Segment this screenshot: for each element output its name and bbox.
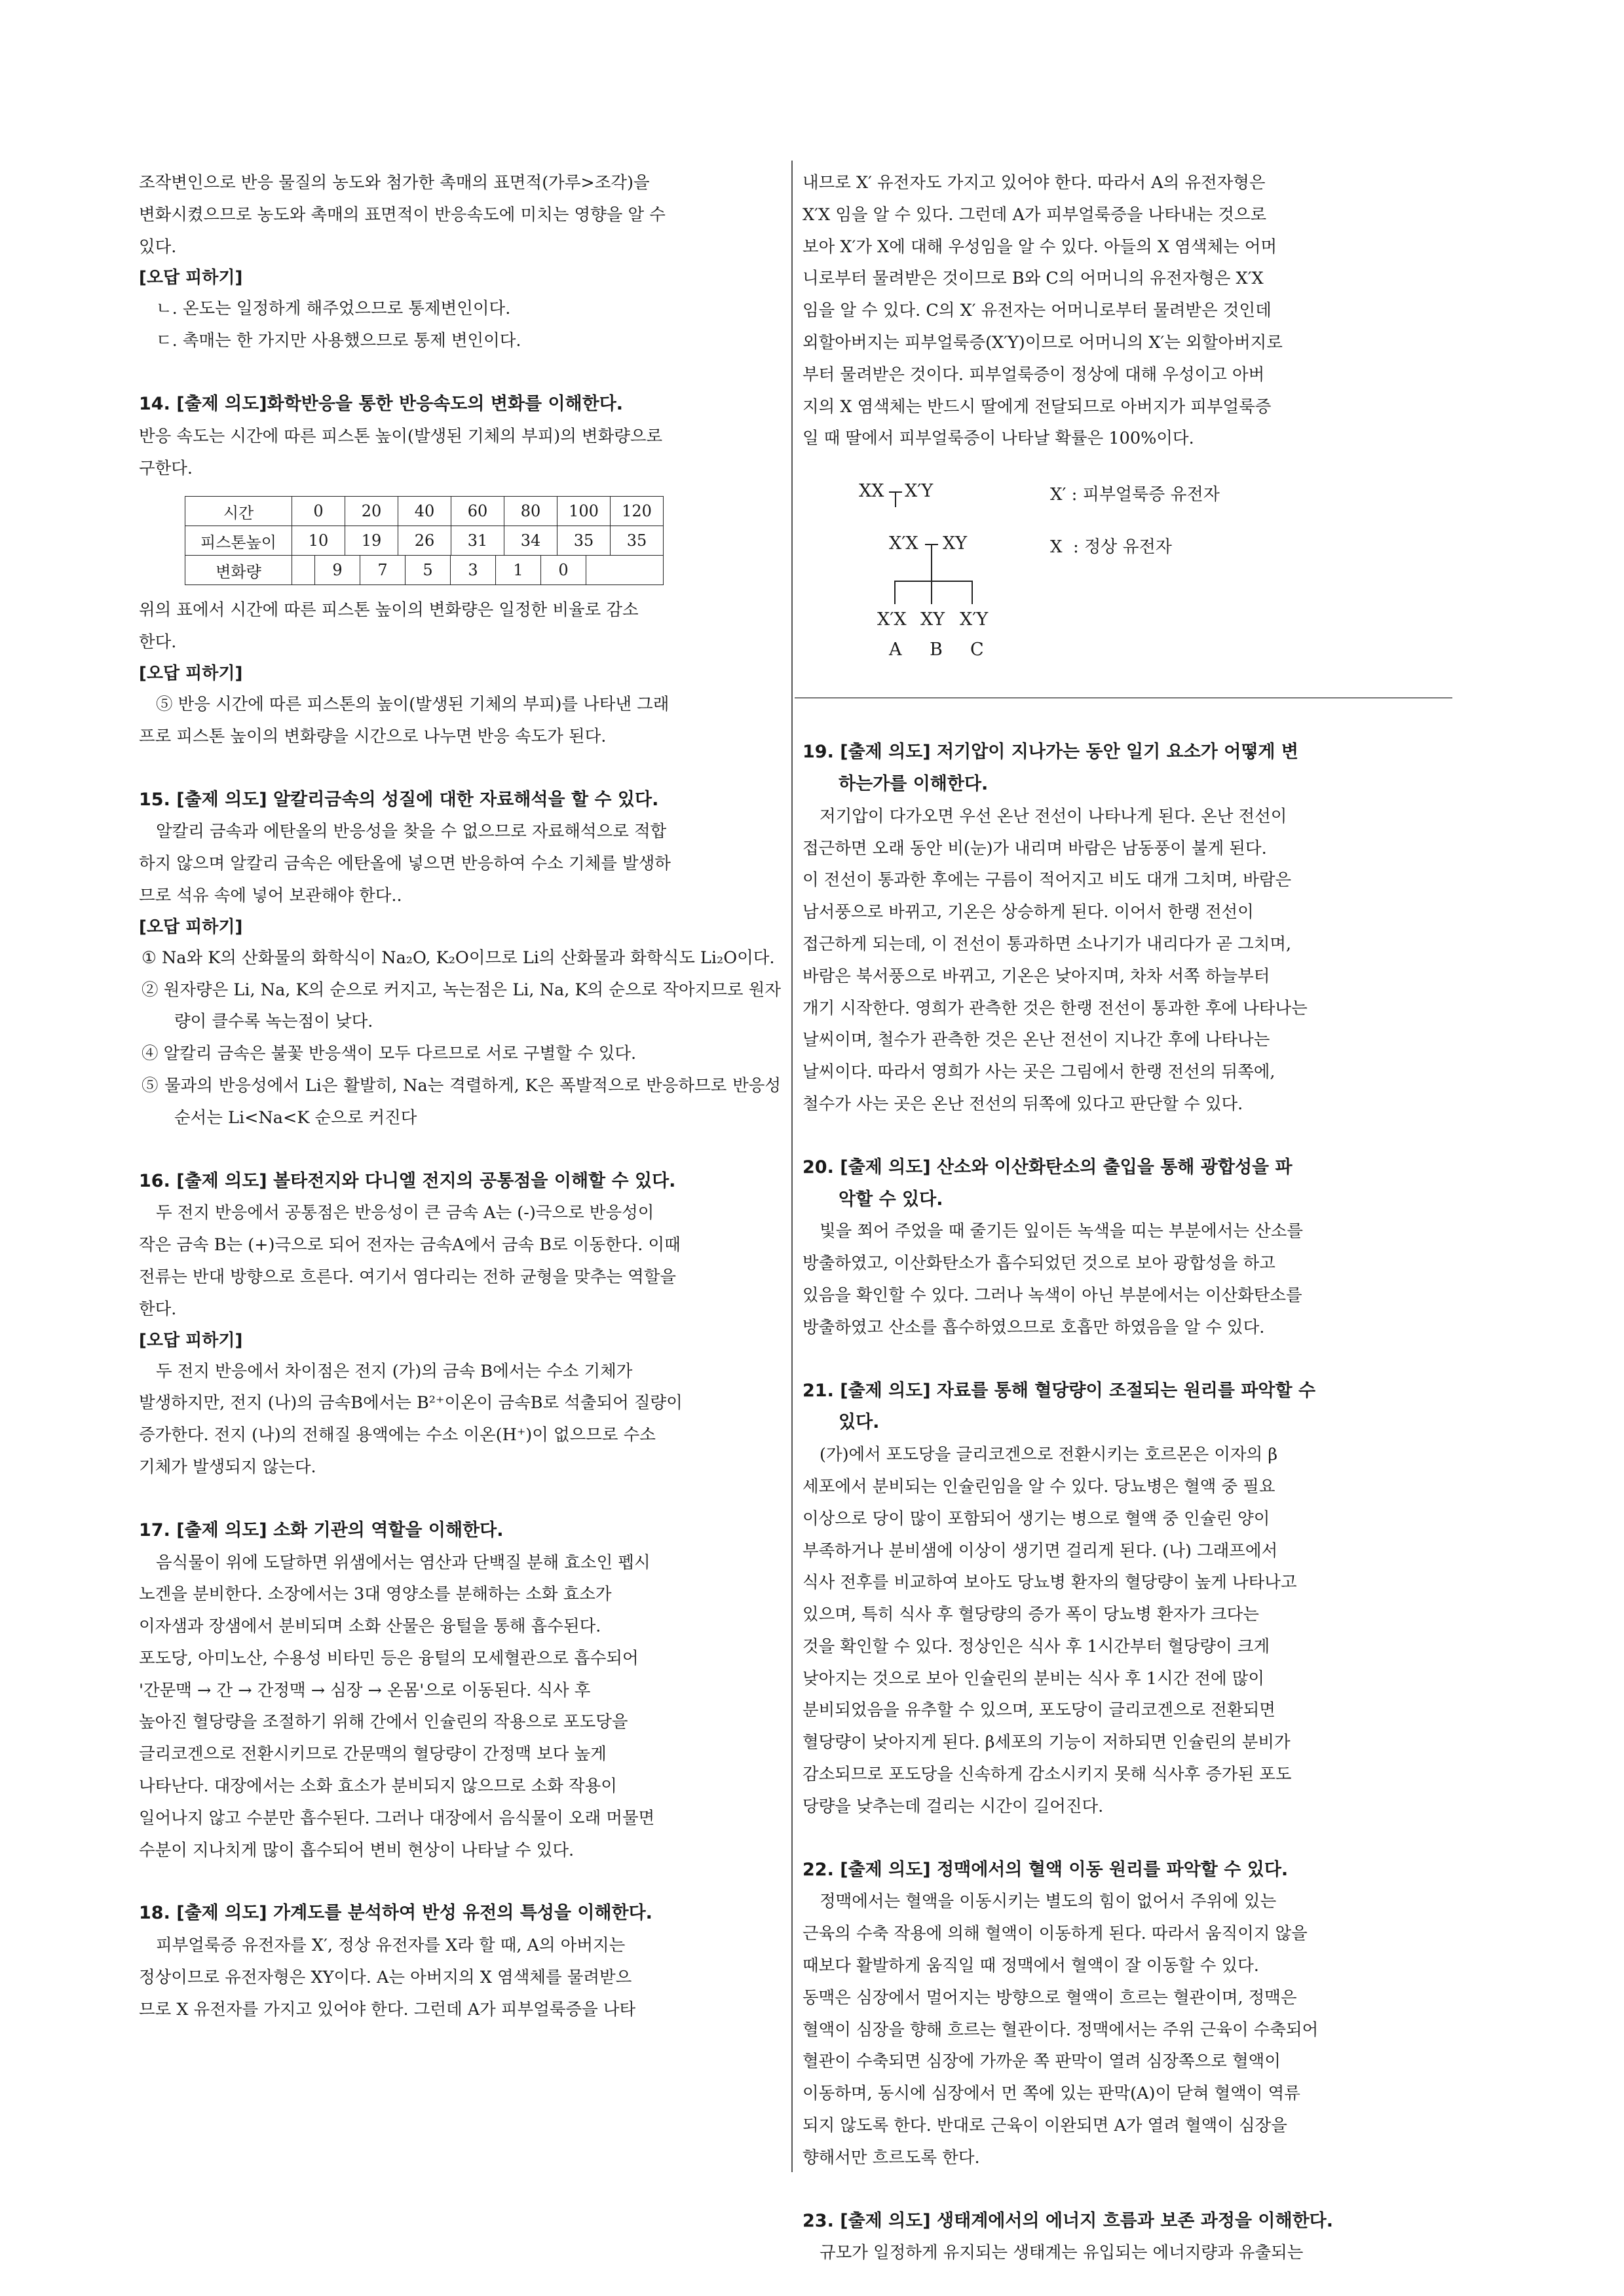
q19-heading: 19. [출제 의도] 저기압이 지나가는 동안 일기 요소가 어떻게 변 (803, 742, 1298, 763)
text-line: 피부얼룩증 유전자를 X′, 정상 유전자를 X라 할 때, A의 아버지는 (156, 1936, 626, 1956)
q23-heading: 23. [출제 의도] 생태계에서의 에너지 흐름과 보존 과정을 이해한다. (803, 2210, 1334, 2231)
pedigree-child-a: X′X (877, 609, 907, 630)
q18-heading: 18. [출제 의도] 가계도를 분석하여 반성 유전의 특성을 이해한다. (139, 1903, 652, 1924)
text-line: 임을 알 수 있다. C의 X′ 유전자는 어머니로부터 물려받은 것인데 (803, 301, 1272, 321)
pedigree-label-b: B (930, 640, 943, 660)
text-line: 이자샘과 장샘에서 분비되며 소화 산물은 융털을 통해 흡수된다. (139, 1617, 601, 1637)
text-line: 되지 않도록 한다. 반대로 근육이 이완되면 A가 열려 혈액이 심장을 (803, 2116, 1287, 2136)
text-line: 동맥은 심장에서 멀어지는 방향으로 혈액이 흐르는 혈관이며, 정맥은 (803, 1987, 1297, 2008)
table-cell: 120 (611, 497, 664, 526)
table-row (185, 556, 664, 585)
text-line: ⑤ 물과의 반응성에서 Li은 활발히, Na는 격렬하게, K은 폭발적으로 반응하므로 반응성 순서는 Li<Na<K 순으로 커진다 (142, 1075, 781, 1128)
legend-normal: X : 정상 유전자 (1050, 537, 1172, 558)
pedigree-label-a: A (889, 640, 902, 660)
text-line: 개기 시작한다. 영희가 관측한 것은 한랭 전선이 통과한 후에 나타나는 (803, 998, 1308, 1018)
text-line: 변화시켰으므로 농도와 촉매의 표면적이 반응속도에 미치는 영향을 알 수 (139, 204, 666, 225)
legend-mutant: X′ : 피부얼룩증 유전자 (1050, 485, 1220, 505)
text-line: 포도당, 아미노산, 수용성 비타민 등은 융털의 모세혈관으로 흡수되어 (139, 1648, 639, 1668)
text-line: 수분이 지나치게 많이 흡수되어 변비 현상이 나타날 수 있다. (139, 1840, 575, 1860)
right-column (803, 167, 1445, 2269)
change-cell-group (292, 556, 664, 585)
table-cell: 35 (557, 526, 611, 556)
left-column (139, 167, 781, 2026)
intro-paragraph (139, 167, 781, 263)
table-cell: 9 (315, 556, 360, 584)
column-divider (791, 161, 793, 2172)
text-line: 기체가 발생되지 않는다. (139, 1457, 316, 1477)
text-line: 니로부터 물려받은 것이므로 B와 C의 어머니의 유전자형은 X′X (803, 269, 1264, 289)
q21-heading-cont: 있다. (839, 1412, 880, 1433)
text-line: 두 전지 반응에서 공통점은 반응성이 큰 금속 A는 (-)극으로 반응성이 (156, 1203, 654, 1223)
text-line: 부터 물려받은 것이다. 피부얼룩증이 정상에 대해 우성이고 아버 (803, 364, 1265, 385)
text-line: 하지 않으며 알칼리 금속은 에탄올에 넣으면 반응하여 수소 기체를 발생하 (139, 854, 671, 874)
text-line: 방출하였고 산소를 흡수하였으므로 호흡만 하였음을 알 수 있다. (803, 1317, 1265, 1337)
text-line: 규모가 일정하게 유지되는 생태계는 유입되는 에너지량과 유출되는 (820, 2243, 1304, 2263)
avoid-label: [오답 피하기] (139, 268, 243, 288)
text-line: 음식물이 위에 도달하면 위샘에서는 염산과 단백질 분해 효소인 펩시 (156, 1552, 651, 1573)
table-row (185, 497, 664, 526)
text-line: 보아 X′가 X에 대해 우성임을 알 수 있다. 아들의 X 염색체는 어머 (803, 237, 1277, 257)
pedigree-label-c: C (970, 640, 984, 660)
table-header-cell: 시간 (185, 497, 292, 526)
text-line: ④ 알칼리 금속은 불꽃 반응색이 모두 다르므로 서로 구별할 수 있다. (142, 1044, 637, 1064)
text-line: 이 전선이 통과한 후에는 구름이 적어지고 비도 대개 그치며, 바람은 (803, 870, 1292, 890)
text-line: ㄷ. 촉매는 한 가지만 사용했으므로 통제 변인이다. (156, 331, 521, 351)
text-line: 글리코겐으로 전환시키므로 간문맥의 혈당량이 간정맥 보다 높게 (139, 1744, 607, 1765)
text-line: 정상이므로 유전자형은 XY이다. A는 아버지의 X 염색체를 물려받으 (139, 1968, 632, 1988)
text-line: X′X 임을 알 수 있다. 그런데 A가 피부얼룩증을 나타내는 것으로 (803, 204, 1267, 225)
text-line: 발생하지만, 전지 (나)의 금속B에서는 B²⁺이온이 금속B로 석출되어 질량이 (139, 1393, 683, 1413)
text-line: 있으며, 특히 식사 후 혈당량의 증가 폭이 당뇨병 환자가 크다는 (803, 1605, 1259, 1625)
text-line: 남서풍으로 바뀌고, 기온은 상승하게 된다. 이어서 한랭 전선이 (803, 902, 1254, 923)
table-cell: 0 (541, 556, 586, 584)
text-line: 접근하게 되는데, 이 전선이 통과하면 소나기가 내리다가 곧 그치며, (803, 934, 1292, 954)
table-cell: 0 (292, 497, 345, 526)
text-line: 방출하였고, 이산화탄소가 흡수되었던 것으로 보아 광합성을 하고 (803, 1253, 1275, 1274)
q21-heading: 21. [출제 의도] 자료를 통해 혈당량이 조절되는 원리를 파악할 수 (803, 1380, 1316, 1401)
avoid-label: [오답 피하기] (139, 1330, 243, 1350)
text-line: '간문맥 → 간 → 간정맥 → 심장 → 온몸'으로 이동된다. 식사 후 (139, 1680, 591, 1700)
table-cell: 7 (360, 556, 406, 584)
q22-heading: 22. [출제 의도] 정맥에서의 혈액 이동 원리를 파악할 수 있다. (803, 1859, 1289, 1880)
text-line: 이동하며, 동시에 심장에서 먼 쪽에 있는 판막(A)이 닫혀 혈액이 역류 (803, 2084, 1300, 2104)
text-line: 한다. (139, 1299, 177, 1319)
pedigree-grandfather: X′Y (905, 481, 934, 502)
text-line: 혈관이 수축되면 심장에 가까운 쪽 판막이 열려 심장쪽으로 혈액이 (803, 2052, 1281, 2072)
text-line: 작은 금속 B는 (+)극으로 되어 전자는 금속A에서 금속 B로 이동한다. 이때 (139, 1235, 681, 1255)
text-line: 식사 전후를 비교하여 보아도 당뇨병 환자의 혈당량이 높게 나타나고 (803, 1573, 1297, 1593)
table-cell: 34 (504, 526, 557, 556)
text-line: 당량을 낮추는데 걸리는 시간이 길어진다. (803, 1796, 1104, 1816)
pedigree-diagram (803, 455, 1445, 737)
table-cell: 20 (345, 497, 398, 526)
pedigree-child-c: X′Y (960, 609, 989, 630)
text-line: 접근하면 오래 동안 비(눈)가 내리며 바람은 남동풍이 불게 된다. (803, 838, 1267, 858)
text-line: 나타난다. 대장에서는 소화 효소가 분비되지 않으므로 소화 작용이 (139, 1776, 617, 1797)
text-line: 일어나지 않고 수분만 흡수된다. 그러나 대장에서 음식물이 오래 머물면 (139, 1808, 655, 1828)
table-cell: 3 (451, 556, 496, 584)
table-cell: 100 (557, 497, 611, 526)
text-line: 향해서만 흐르도록 한다. (803, 2147, 980, 2168)
q15-heading: 15. [출제 의도] 알칼리금속의 성질에 대한 자료해석을 할 수 있다. (139, 789, 659, 810)
text-line: 일 때 딸에서 피부얼룩증이 나타날 확률은 100%이다. (803, 429, 1194, 449)
text-line: 이상으로 당이 많이 포함되어 생기는 병으로 혈액 중 인슐린 양이 (803, 1508, 1270, 1529)
pedigree-grandmother: XX (859, 481, 884, 502)
table-header-cell: 피스톤높이 (185, 526, 292, 556)
text-line: 저기압이 다가오면 우선 온난 전선이 나타나게 된다. 온난 전선이 (820, 806, 1287, 826)
text-line: 감소되므로 포도당을 신속하게 감소시키지 못해 식사후 증가된 포도 (803, 1765, 1292, 1785)
text-line: (가)에서 포도당을 글리코겐으로 전환시키는 호르몬은 이자의 β (820, 1445, 1278, 1465)
table-cell: 31 (451, 526, 504, 556)
text-line: 세포에서 분비되는 인슐린임을 알 수 있다. 당뇨병은 혈액 중 필요 (803, 1476, 1275, 1497)
table-cell: 5 (406, 556, 451, 584)
text-line: 프로 피스톤 높이의 변화량을 시간으로 나누면 반응 속도가 된다. (139, 726, 607, 746)
text-line: 구한다. (139, 458, 193, 478)
text-line: 반응 속도는 시간에 따른 피스톤 높이(발생된 기체의 부피)의 변화량으로 (139, 426, 663, 446)
text-line: 한다. (139, 632, 177, 653)
text-line: 증가한다. 전지 (나)의 전해질 용액에는 수소 이온(H⁺)이 없으므로 수소 (139, 1425, 656, 1445)
text-line: 므로 X 유전자를 가지고 있어야 한다. 그런데 A가 피부얼룩증을 나타 (139, 1999, 636, 2019)
text-line: 내므로 X′ 유전자도 가지고 있어야 한다. 따라서 A의 유전자형은 (803, 173, 1266, 193)
table-cell: 35 (611, 526, 664, 556)
text-line: 알칼리 금속과 에탄올의 반응성을 찾을 수 없으므로 자료해석으로 적합 (156, 822, 667, 842)
text-line: 두 전지 반응에서 차이점은 전지 (가)의 금속 B에서는 수소 기체가 (156, 1361, 633, 1381)
text-line: 정맥에서는 혈액을 이동시키는 별도의 힘이 없어서 주위에 있는 (820, 1892, 1277, 1912)
text-line: 지의 X 염색체는 반드시 딸에게 전달되므로 아버지가 피부얼룩증 (803, 396, 1272, 417)
text-line: 바람은 북서풍으로 바뀌고, 기온은 낮아지며, 차차 서쪽 하늘부터 (803, 966, 1270, 986)
table-cell: 10 (292, 526, 345, 556)
text-line: 근육의 수축 작용에 의해 혈액이 이동하게 된다. 따라서 움직이지 않을 (803, 1924, 1308, 1944)
q20-heading-cont: 악할 수 있다. (839, 1189, 943, 1210)
table-header-cell: 변화량 (185, 556, 292, 585)
table-cell: 19 (345, 526, 398, 556)
text-line: 므로 석유 속에 넣어 보관해야 한다.. (139, 885, 402, 906)
text-line: 전류는 반대 방향으로 흐른다. 여기서 염다리는 전하 균형을 맞추는 역할을 (139, 1267, 677, 1287)
text-line: 낮아지는 것으로 보아 인슐린의 분비는 식사 후 1시간 전에 많이 (803, 1668, 1265, 1689)
text-line: 있음을 확인할 수 있다. 그러나 녹색이 아닌 부분에서는 이산화탄소를 (803, 1285, 1302, 1305)
table-cell: 80 (504, 497, 557, 526)
text-line: ① Na와 K의 산화물의 화학식이 Na₂O, K₂O이므로 Li의 산화물과 화학식도 Li₂O이다. (142, 947, 775, 968)
text-line: 날씨이다. 따라서 영희가 사는 곳은 그림에서 한랭 전선의 뒤쪽에, (803, 1062, 1275, 1082)
text-line: 철수가 사는 곳은 온난 전선의 뒤쪽에 있다고 판단할 수 있다. (803, 1094, 1243, 1114)
text-line: 혈액이 심장을 향해 흐르는 혈관이다. 정맥에서는 주위 근육이 수축되어 (803, 2019, 1319, 2040)
pedigree-father: XY (943, 533, 968, 554)
q14-heading: 14. [출제 의도]화학반응을 통한 반응속도의 변화를 이해한다. (139, 393, 624, 414)
text-line: 분비되었음을 유추할 수 있으며, 포도당이 글리코겐으로 전환되면 (803, 1700, 1275, 1721)
text-line: 위의 표에서 시간에 따른 피스톤 높이의 변화량은 일정한 비율로 감소 (139, 600, 639, 621)
pedigree-mother: X′X (889, 533, 918, 554)
table-cell: 26 (398, 526, 451, 556)
q19-heading-cont: 하는가를 이해한다. (839, 773, 989, 794)
text-line: 부족하거나 분비샘에 이상이 생기면 걸리게 된다. (나) 그래프에서 (803, 1540, 1278, 1561)
text-line: ⑤ 반응 시간에 따른 피스톤의 높이(발생된 기체의 부피)를 나타낸 그래 (156, 694, 670, 714)
text-line: 날씨이며, 철수가 관측한 것은 온난 전선이 지나간 후에 나타나는 (803, 1030, 1270, 1050)
text-line: 때보다 활발하게 움직일 때 정맥에서 혈액이 잘 이동할 수 있다. (803, 1956, 1259, 1976)
text-line: 높아진 혈당량을 조절하기 위해 간에서 인슐린의 작용으로 포도당을 (139, 1712, 628, 1732)
text-line: ② 원자량은 Li, Na, K의 순으로 커지고, 녹는점은 Li, Na, K의 순으로 작아지므로 원자량이 클수록 녹는점이 낮다. (142, 980, 781, 1032)
text-line: 혈당량이 낮아지게 된다. β세포의 기능이 저하되면 인슐린의 분비가 (803, 1732, 1291, 1753)
piston-table (185, 496, 664, 585)
q16-heading: 16. [출제 의도] 볼타전지와 다니엘 전지의 공통점을 이해할 수 있다. (139, 1170, 676, 1191)
text-line: 빛을 쬐어 주었을 때 줄기든 잎이든 녹색을 띠는 부분에서는 산소를 (820, 1221, 1304, 1242)
text-line: 것을 확인할 수 있다. 정상인은 식사 후 1시간부터 혈당량이 크게 (803, 1636, 1270, 1656)
text-line: ㄴ. 온도는 일정하게 해주었으므로 통제변인이다. (156, 299, 511, 319)
q20-heading: 20. [출제 의도] 산소와 이산화탄소의 출입을 통해 광합성을 파 (803, 1157, 1293, 1177)
avoid-label: [오답 피하기] (139, 917, 243, 937)
text-line: 조작변인으로 반응 물질의 농도와 첨가한 촉매의 표면적(가루>조각)을 (139, 173, 650, 193)
table-cell: 60 (451, 497, 504, 526)
text-line: 있다. (139, 237, 177, 257)
table-row (185, 526, 664, 556)
text-line: 노겐을 분비한다. 소장에서는 3대 영양소를 분해하는 소화 효소가 (139, 1584, 612, 1605)
table-cell: 1 (496, 556, 541, 584)
pedigree-child-b: XY (920, 609, 945, 630)
q17-heading: 17. [출제 의도] 소화 기관의 역할을 이해한다. (139, 1520, 504, 1540)
table-cell: 40 (398, 497, 451, 526)
text-line: 외할아버지는 피부얼룩증(X′Y)이므로 어머니의 X′는 외할아버지로 (803, 332, 1283, 353)
avoid-label: [오답 피하기] (139, 663, 243, 683)
